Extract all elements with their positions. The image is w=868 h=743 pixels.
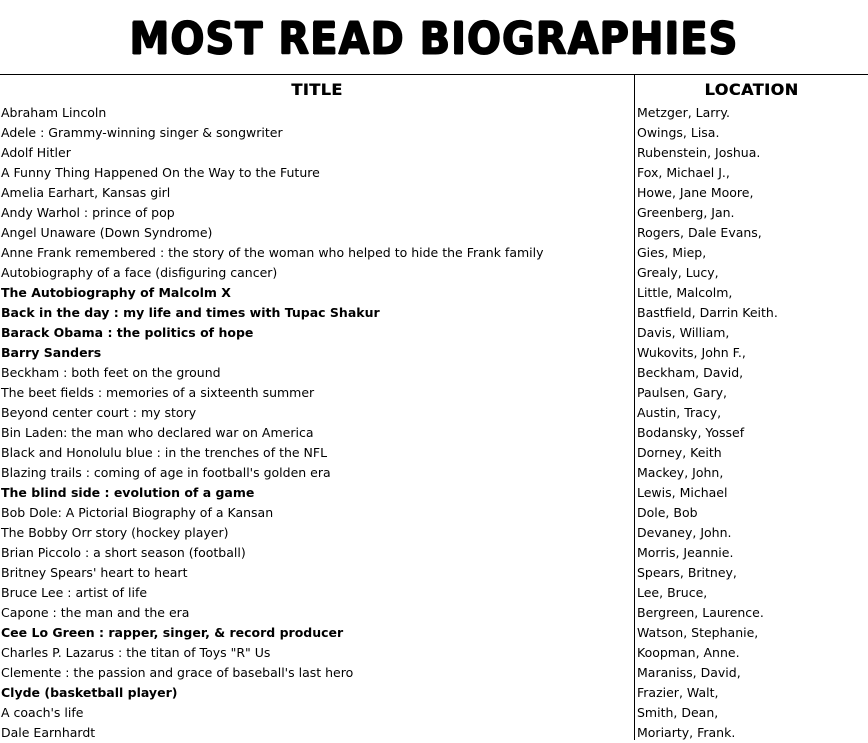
table-row[interactable]: [0, 123, 868, 143]
cell-title[interactable]: The blind side : evolution of a game: [1, 485, 255, 500]
cell-location[interactable]: Howe, Jane Moore,: [637, 185, 754, 200]
cell-location[interactable]: Fox, Michael J.,: [637, 165, 730, 180]
cell-location[interactable]: Dorney, Keith: [637, 445, 722, 460]
cell-title[interactable]: Abraham Lincoln: [1, 105, 107, 120]
cell-location[interactable]: Owings, Lisa.: [637, 125, 720, 140]
table-row[interactable]: [0, 443, 868, 463]
table-row[interactable]: [0, 683, 868, 703]
cell-title[interactable]: Andy Warhol : prince of pop: [1, 205, 175, 220]
cell-location[interactable]: Mackey, John,: [637, 465, 724, 480]
cell-location[interactable]: Devaney, John.: [637, 525, 732, 540]
cell-location[interactable]: Morris, Jeannie.: [637, 545, 734, 560]
cell-location[interactable]: Dole, Bob: [637, 505, 698, 520]
table-row[interactable]: [0, 603, 868, 623]
table-row[interactable]: [0, 223, 868, 243]
table-row[interactable]: [0, 103, 868, 123]
table-row[interactable]: [0, 323, 868, 343]
table-row[interactable]: [0, 703, 868, 723]
cell-title[interactable]: Barry Sanders: [1, 345, 102, 360]
cell-title[interactable]: Capone : the man and the era: [1, 605, 190, 620]
cell-title[interactable]: Angel Unaware (Down Syndrome): [1, 225, 213, 240]
cell-location[interactable]: Lewis, Michael: [637, 485, 728, 500]
cell-location[interactable]: Koopman, Anne.: [637, 645, 740, 660]
table-row[interactable]: [0, 543, 868, 563]
cell-location[interactable]: Greenberg, Jan.: [637, 205, 735, 220]
table-row[interactable]: [0, 523, 868, 543]
cell-title[interactable]: Brian Piccolo : a short season (football): [1, 545, 246, 560]
cell-title[interactable]: Clemente : the passion and grace of baseball's last hero: [1, 665, 354, 680]
cell-title[interactable]: Clyde (basketball player): [1, 685, 178, 700]
cell-location[interactable]: Maraniss, David,: [637, 665, 741, 680]
table-row[interactable]: [0, 163, 868, 183]
cell-title[interactable]: The Autobiography of Malcolm X: [1, 285, 231, 300]
cell-location[interactable]: Watson, Stephanie,: [637, 625, 759, 640]
cell-title[interactable]: Bin Laden: the man who declared war on America: [1, 425, 314, 440]
table-row[interactable]: [0, 723, 868, 743]
cell-location[interactable]: Beckham, David,: [637, 365, 744, 380]
cell-title[interactable]: Charles P. Lazarus : the titan of Toys "R" Us: [1, 645, 271, 660]
cell-location[interactable]: Spears, Britney,: [637, 565, 737, 580]
cell-title[interactable]: Beyond center court : my story: [1, 405, 197, 420]
cell-title[interactable]: Bob Dole: A Pictorial Biography of a Kansan: [1, 505, 274, 520]
cell-location[interactable]: Wukovits, John F.,: [637, 345, 746, 360]
cell-location[interactable]: Austin, Tracy,: [637, 405, 722, 420]
table-row[interactable]: [0, 143, 868, 163]
cell-title[interactable]: Anne Frank remembered : the story of the woman who helped to hide the Frank family: [1, 245, 544, 260]
column-header-title[interactable]: TITLE: [291, 79, 343, 99]
table-row[interactable]: [0, 463, 868, 483]
cell-title[interactable]: Dale Earnhardt: [1, 725, 96, 740]
column-header-location[interactable]: LOCATION: [704, 79, 799, 99]
table-row[interactable]: [0, 203, 868, 223]
table-row[interactable]: [0, 583, 868, 603]
cell-location[interactable]: Grealy, Lucy,: [637, 265, 719, 280]
table-row[interactable]: [0, 183, 868, 203]
table-row[interactable]: [0, 423, 868, 443]
cell-title[interactable]: The beet fields : memories of a sixteenth summer: [1, 385, 315, 400]
cell-location[interactable]: Rogers, Dale Evans,: [637, 225, 762, 240]
table-row[interactable]: [0, 263, 868, 283]
page-title: MOST READ BIOGRAPHIES: [129, 13, 739, 65]
cell-title[interactable]: A Funny Thing Happened On the Way to the Future: [1, 165, 320, 180]
cell-title[interactable]: Autobiography of a face (disfiguring cancer): [1, 265, 278, 280]
cell-location[interactable]: Smith, Dean,: [637, 705, 719, 720]
cell-title[interactable]: Black and Honolulu blue : in the trenches of the NFL: [1, 445, 328, 460]
table-row[interactable]: [0, 623, 868, 643]
cell-title[interactable]: Barack Obama : the politics of hope: [1, 325, 254, 340]
cell-title[interactable]: Adolf Hitler: [1, 145, 71, 160]
cell-title[interactable]: Adele : Grammy-winning singer & songwriter: [1, 125, 283, 140]
table-row[interactable]: [0, 243, 868, 263]
cell-location[interactable]: Metzger, Larry.: [637, 105, 730, 120]
cell-title[interactable]: Cee Lo Green : rapper, singer, & record producer: [1, 625, 344, 640]
header-divider: [0, 74, 868, 75]
cell-title[interactable]: Bruce Lee : artist of life: [1, 585, 148, 600]
table-row[interactable]: [0, 403, 868, 423]
cell-location[interactable]: Lee, Bruce,: [637, 585, 708, 600]
cell-location[interactable]: Rubenstein, Joshua.: [637, 145, 761, 160]
cell-title[interactable]: Beckham : both feet on the ground: [1, 365, 221, 380]
cell-title[interactable]: A coach's life: [1, 705, 84, 720]
cell-location[interactable]: Bodansky, Yossef: [637, 425, 745, 440]
table-row[interactable]: [0, 383, 868, 403]
cell-title[interactable]: The Bobby Orr story (hockey player): [1, 525, 229, 540]
table-row[interactable]: [0, 363, 868, 383]
cell-location[interactable]: Bastfield, Darrin Keith.: [637, 305, 778, 320]
cell-location[interactable]: Moriarty, Frank.: [637, 725, 736, 740]
cell-location[interactable]: Davis, William,: [637, 325, 730, 340]
table-row[interactable]: [0, 663, 868, 683]
table-row[interactable]: [0, 343, 868, 363]
cell-location[interactable]: Bergreen, Laurence.: [637, 605, 764, 620]
table-row[interactable]: [0, 563, 868, 583]
cell-location[interactable]: Paulsen, Gary,: [637, 385, 727, 400]
biography-table: [0, 103, 868, 743]
table-row[interactable]: [0, 503, 868, 523]
cell-location[interactable]: Gies, Miep,: [637, 245, 707, 260]
table-row[interactable]: [0, 643, 868, 663]
cell-title[interactable]: Amelia Earhart, Kansas girl: [1, 185, 171, 200]
cell-title[interactable]: Blazing trails : coming of age in football's golden era: [1, 465, 331, 480]
page-banner: [0, 0, 868, 74]
cell-location[interactable]: Frazier, Walt,: [637, 685, 719, 700]
cell-title[interactable]: Back in the day : my life and times with Tupac Shakur: [1, 305, 380, 320]
cell-location[interactable]: Little, Malcolm,: [637, 285, 733, 300]
cell-title[interactable]: Britney Spears' heart to heart: [1, 565, 188, 580]
table-row[interactable]: [0, 483, 868, 503]
table-row[interactable]: [0, 283, 868, 303]
table-row[interactable]: [0, 303, 868, 323]
